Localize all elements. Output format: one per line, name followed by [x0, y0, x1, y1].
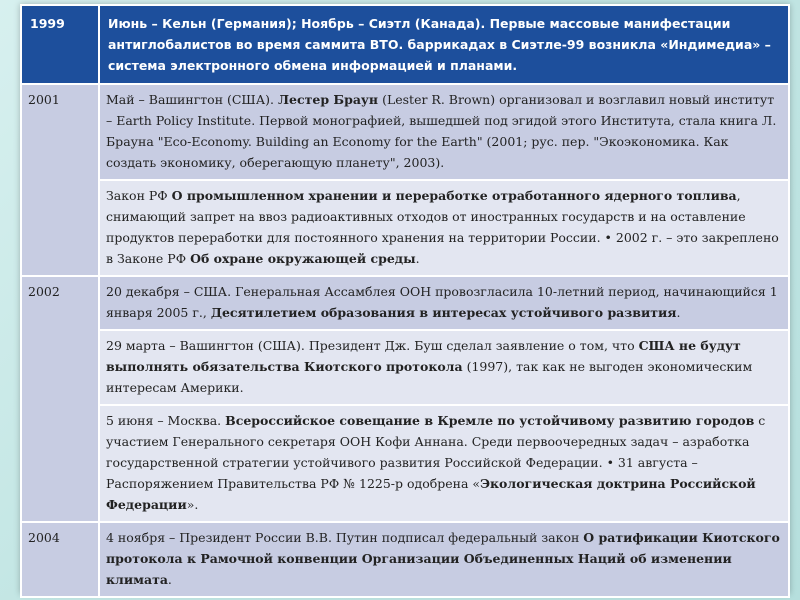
event-cell: 20 декабря – США. Генеральная Ассамблея ООН провозгласила 10-летний период, начинающийся 1 января 2005 г., Десятилетием образования в интересах устойчивого развития.	[99, 276, 789, 330]
table-row	[21, 84, 789, 180]
table-row	[21, 330, 789, 405]
year-cell: 2004	[21, 522, 99, 597]
table-row	[21, 276, 789, 330]
year-cell: 2002	[21, 276, 99, 522]
table-row	[21, 5, 789, 84]
table-row	[21, 180, 789, 276]
year-cell: 1999	[21, 5, 99, 84]
event-cell: Июнь – Кельн (Германия); Ноябрь – Сиэтл (Канада). Первые массовые манифестации антиглобалистов во время саммита ВТО. баррикадах в Сиэтле-99 возникла «Индимедиа» – система электронного обмена информацией и планами.	[99, 5, 789, 84]
event-cell: Май – Вашингтон (США). Лестер Браун (Lester R. Brown) организовал и возглавил новый институт – Earth Policy Institute. Первой монографией, вышедшей под эгидой этого Института, стала книга Л. Брауна "Eco-Economy. Building an Economy for the Earth" (2001; рус. пер. "Экоэкономика. Как создать экономику, оберегающую планету", 2003).	[99, 84, 789, 180]
event-cell: 4 ноября – Президент России В.В. Путин подписал федеральный закон О ратификации Киотского протокола к Рамочной конвенции Организации Объединенных Наций об изменении климата.	[99, 522, 789, 597]
event-cell: 5 июня – Москва. Всероссийское совещание в Кремле по устойчивому развитию городов с участием Генерального секретаря ООН Кофи Аннана. Среди первоочередных задач – азработка государственной стратегии устойчивого развития Российской Федерации. • 31 августа – Распоряжением Правительства РФ № 1225-р одобрена «Экологическая доктрина Российской Федерации».	[99, 405, 789, 522]
table-row	[21, 405, 789, 522]
event-cell: Закон РФ О промышленном хранении и переработке отработанного ядерного топлива, снимающий запрет на ввоз радиоактивных отходов от иностранных государств и на оставление продуктов переработки для постоянного хранения на территории России. • 2002 г. – это закреплено в Законе РФ Об охране окружающей среды.	[99, 180, 789, 276]
timeline-table	[20, 4, 790, 598]
event-cell: 29 марта – Вашингтон (США). Президент Дж. Буш сделал заявление о том, что США не будут выполнять обязательства Киотского протокола (1997), так как не выгоден экономическим интересам Америки.	[99, 330, 789, 405]
table-row	[21, 522, 789, 597]
year-cell: 2001	[21, 84, 99, 276]
